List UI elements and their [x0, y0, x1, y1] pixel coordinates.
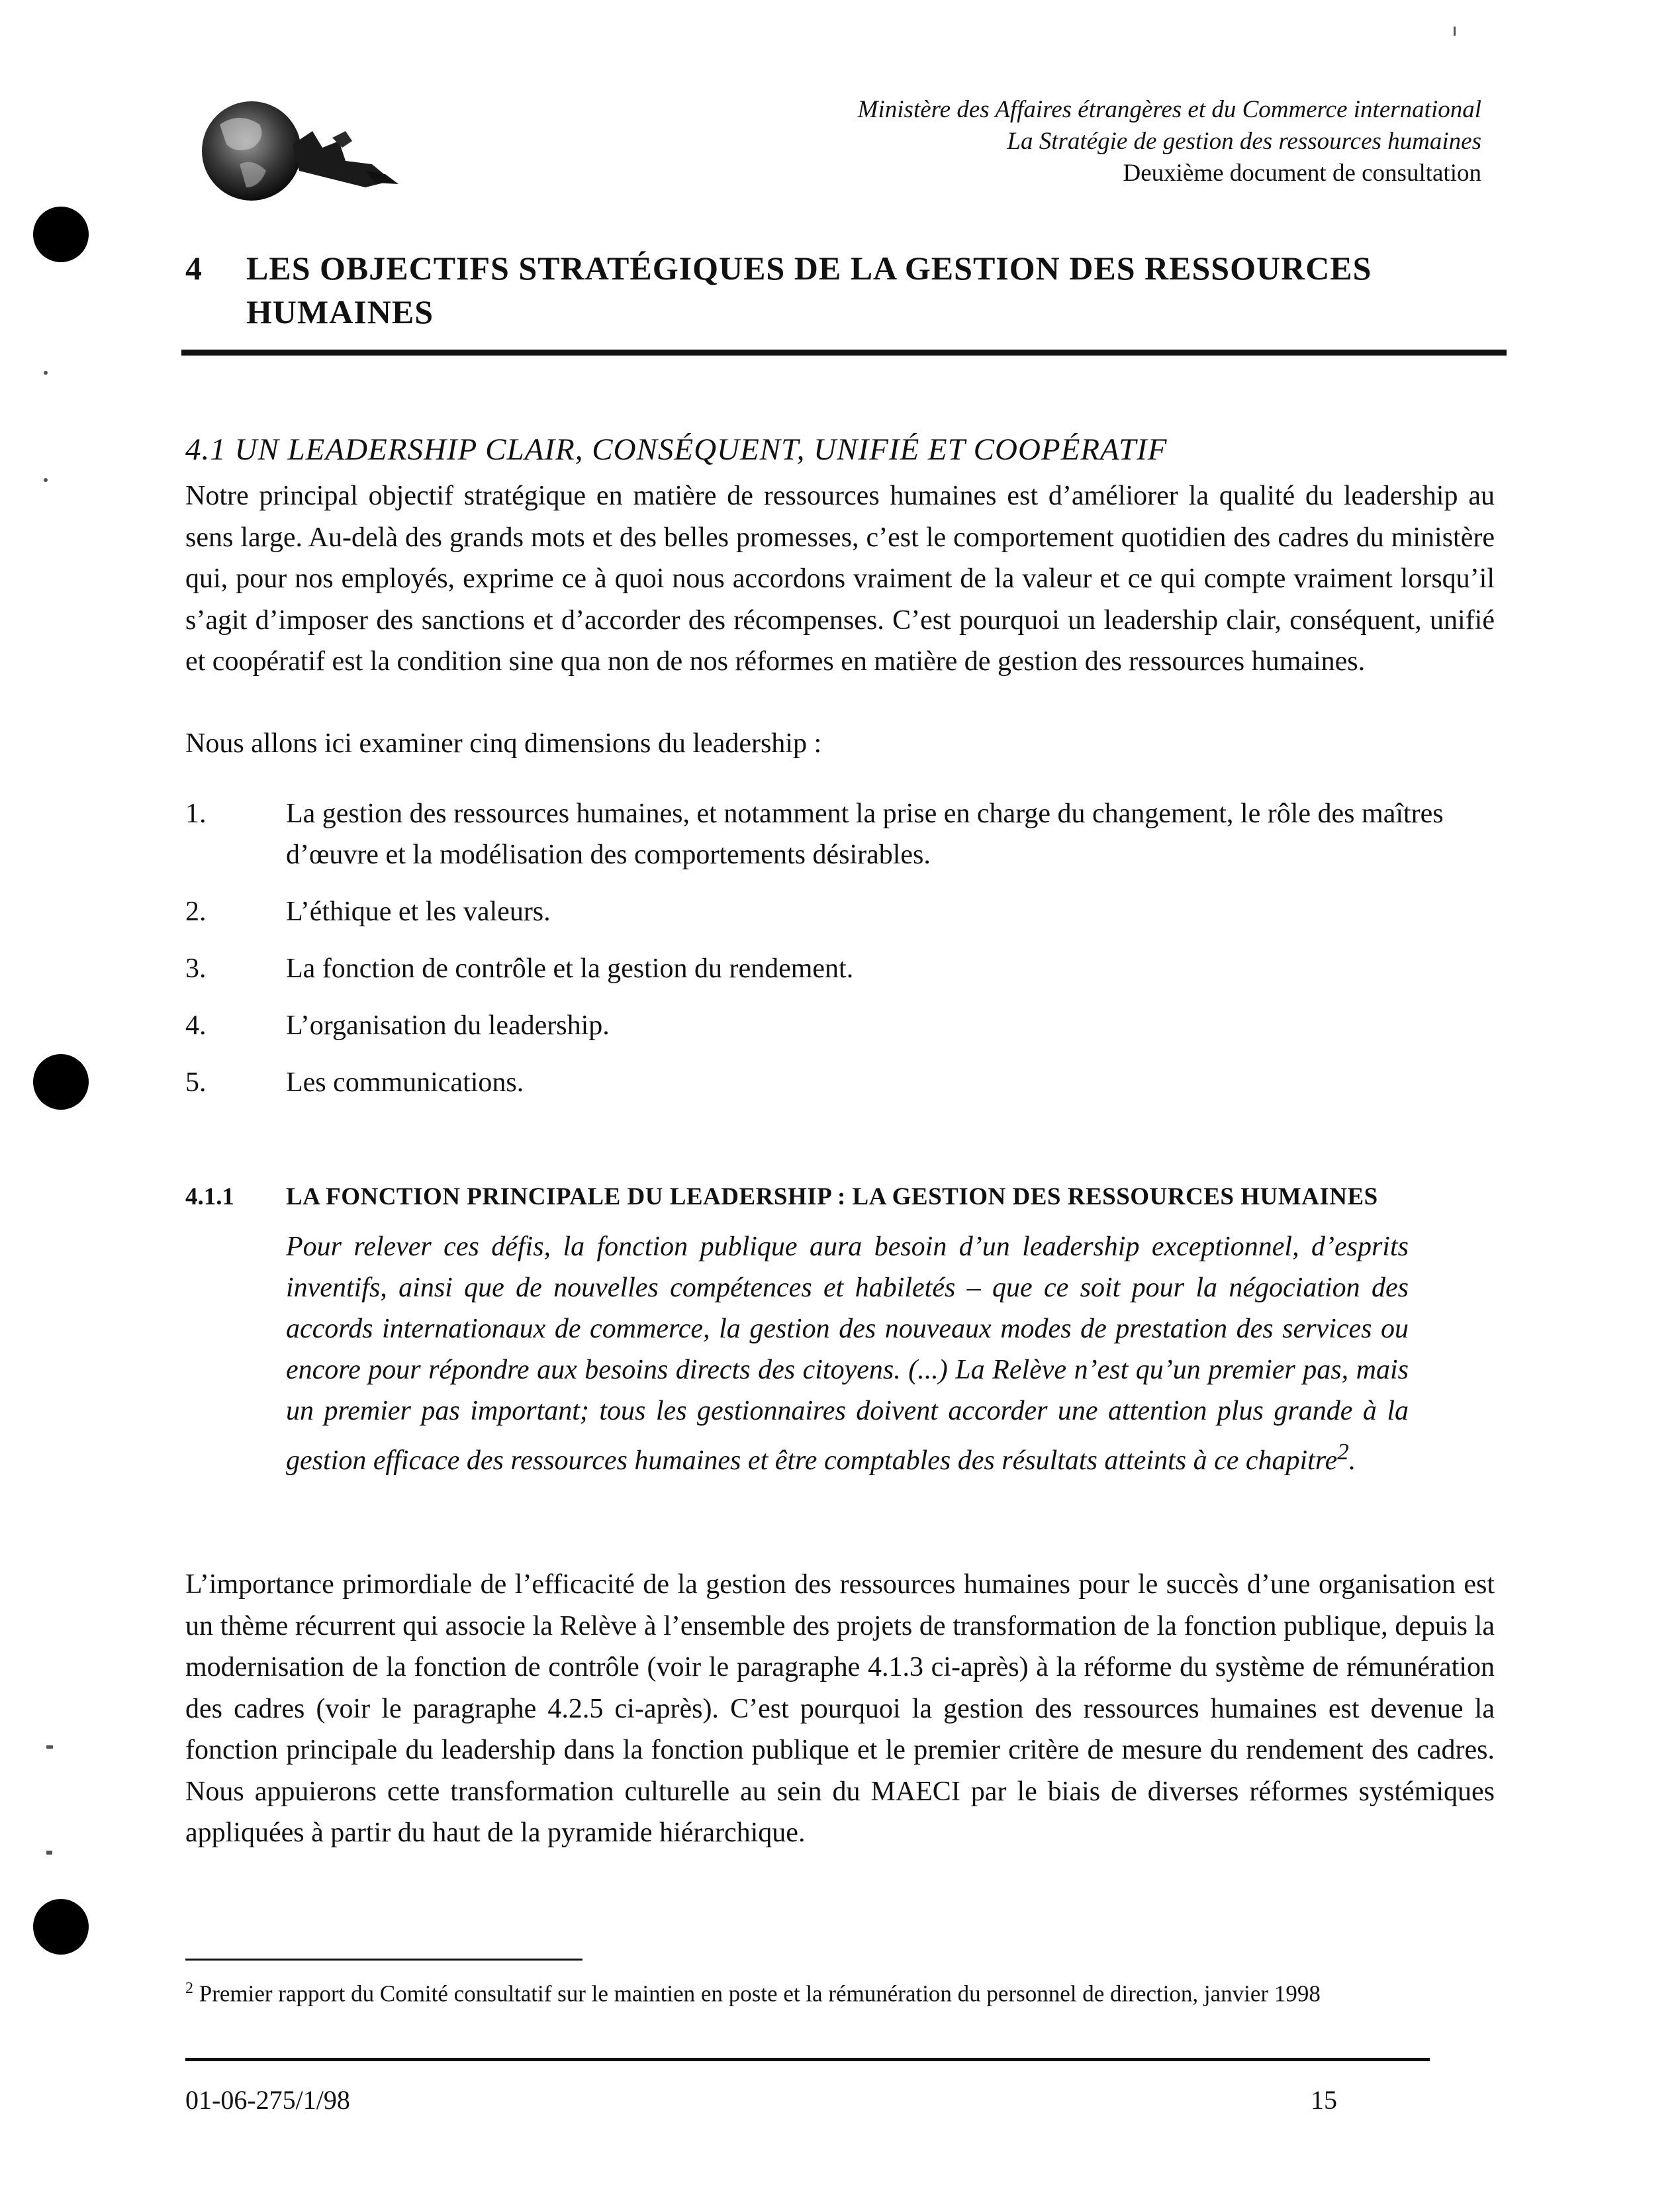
chapter-rule	[181, 350, 1507, 356]
footnote	[185, 1972, 1470, 2011]
list-item-number: 2.	[185, 897, 207, 927]
list-item-number: 3.	[185, 953, 207, 984]
chapter-number: 4	[185, 250, 203, 287]
ministry-globe-logo	[193, 98, 445, 211]
list-item-number: 1.	[185, 799, 207, 829]
list-item-text: L’organisation du leadership.	[286, 1010, 610, 1041]
list-item-number: 4.	[185, 1010, 207, 1041]
section-title: UN LEADERSHIP CLAIR, CONSÉQUENT, UNIFIÉ ET COOPÉRATIF	[234, 432, 1168, 467]
punch-hole-top	[33, 207, 89, 262]
footnote-reference: 2	[1337, 1439, 1349, 1465]
scan-speck	[1454, 26, 1456, 36]
footer-rule	[185, 2058, 1430, 2061]
scan-speck	[46, 1851, 52, 1855]
section-heading-4-1	[185, 432, 1168, 467]
paragraph-main: L’importance primordiale de l’efficacité de la gestion des ressources humaines pour le succès d’une organisation est un thème récurrent qui associe la Relève à l’ensemble des projets de transformation de la fonction publique, depuis la modernisation de la fonction de contrôle (voir le paragraphe 4.1.3 ci-après) à la réforme du système de rémunération des cadres (voir le paragraphe 4.2.5 ci-après). C’est pourquoi la gestion des ressources humaines est devenue la fonction principale du leadership dans la fonction publique et le premier critère de mesure du rendement des cadres. Nous appuierons cette transformation culturelle au sein du MAECI par le biais de diverses réformes systémiques appliquées à partir du haut de la pyramide hiérarchique.	[185, 1569, 1495, 1848]
list-item-text: La fonction de contrôle et la gestion du rendement.	[286, 953, 854, 984]
footnote-number: 2	[185, 1980, 193, 1997]
page-number: 15	[1311, 2085, 1337, 2115]
subsection-number: 4.1.1	[185, 1183, 234, 1210]
scan-speck	[44, 478, 48, 482]
document-number: 01-06-275/1/98	[185, 2085, 350, 2115]
subsection-title: LA FONCTION PRINCIPALE DU LEADERSHIP : LA GESTION DES RESSOURCES HUMAINES	[286, 1183, 1378, 1210]
list-item-text: L’éthique et les valeurs.	[286, 897, 551, 927]
punch-hole-middle	[33, 1054, 89, 1110]
block-quote	[286, 1226, 1409, 1481]
paragraph-intro: Notre principal objectif stratégique en matière de ressources humaines est d’améliorer la qualité du leadership au sens large. Au-delà des grands mots et des belles promesses, c’est le comportement quotidien des cadres du ministère qui, pour nos employés, exprime ce à quoi nous accordons vraiment de la valeur et ce qui compte vraiment lorsqu’il s’agit d’imposer des sanctions et d’accorder des récompenses. C’est pourquoi un leadership clair, conséquent, unifié et coopératif est la condition sine qua non de nos réformes en matière de gestion des ressources humaines.	[185, 481, 1495, 677]
header-ministry: Ministère des Affaires étrangères et du Commerce international	[857, 96, 1481, 123]
punch-hole-bottom	[33, 1899, 89, 1955]
chapter-title: LES OBJECTIFS STRATÉGIQUES DE LA GESTION DES RESSOURCES HUMAINES	[246, 250, 1372, 330]
header-strategy: La Stratégie de gestion des ressources humaines	[1007, 128, 1481, 155]
list-item-number: 5.	[185, 1067, 207, 1098]
document-header	[858, 94, 1481, 189]
quote-text: Pour relever ces défis, la fonction publique aura besoin d’un leadership exceptionnel, d’esprits inventifs, ainsi que de nouvelles compétences et habiletés – que ce soit pour la négociation des accords internationaux de commerce, la gestion des nouveaux modes de prestation des services ou encore pour répondre aux besoins directs des citoyens. (...) La Relève n’est qu’un premier pas, mais un premier pas important; tous les gestionnaires doivent accorder une attention plus grande à la gestion efficace des ressources humaines et être comptables des résultats atteints à ce chapitre	[286, 1232, 1409, 1476]
footnote-separator	[185, 1959, 583, 1961]
list-intro: Nous allons ici examiner cinq dimensions du leadership :	[185, 728, 822, 759]
section-number: 4.1	[185, 432, 226, 467]
footnote-text: Premier rapport du Comité consultatif sur le maintien en poste et la rémunération du personnel de direction, janvier 1998	[199, 1980, 1321, 2007]
scan-speck	[44, 371, 48, 375]
header-consultation: Deuxième document de consultation	[1123, 160, 1481, 187]
list-item-text: La gestion des ressources humaines, et notamment la prise en charge du changement, le rôle des maîtres d’œuvre et la modélisation des comportements désirables.	[286, 799, 1444, 870]
scan-speck	[46, 1745, 53, 1749]
list-item-text: Les communications.	[286, 1067, 524, 1098]
quote-end: .	[1348, 1445, 1356, 1476]
